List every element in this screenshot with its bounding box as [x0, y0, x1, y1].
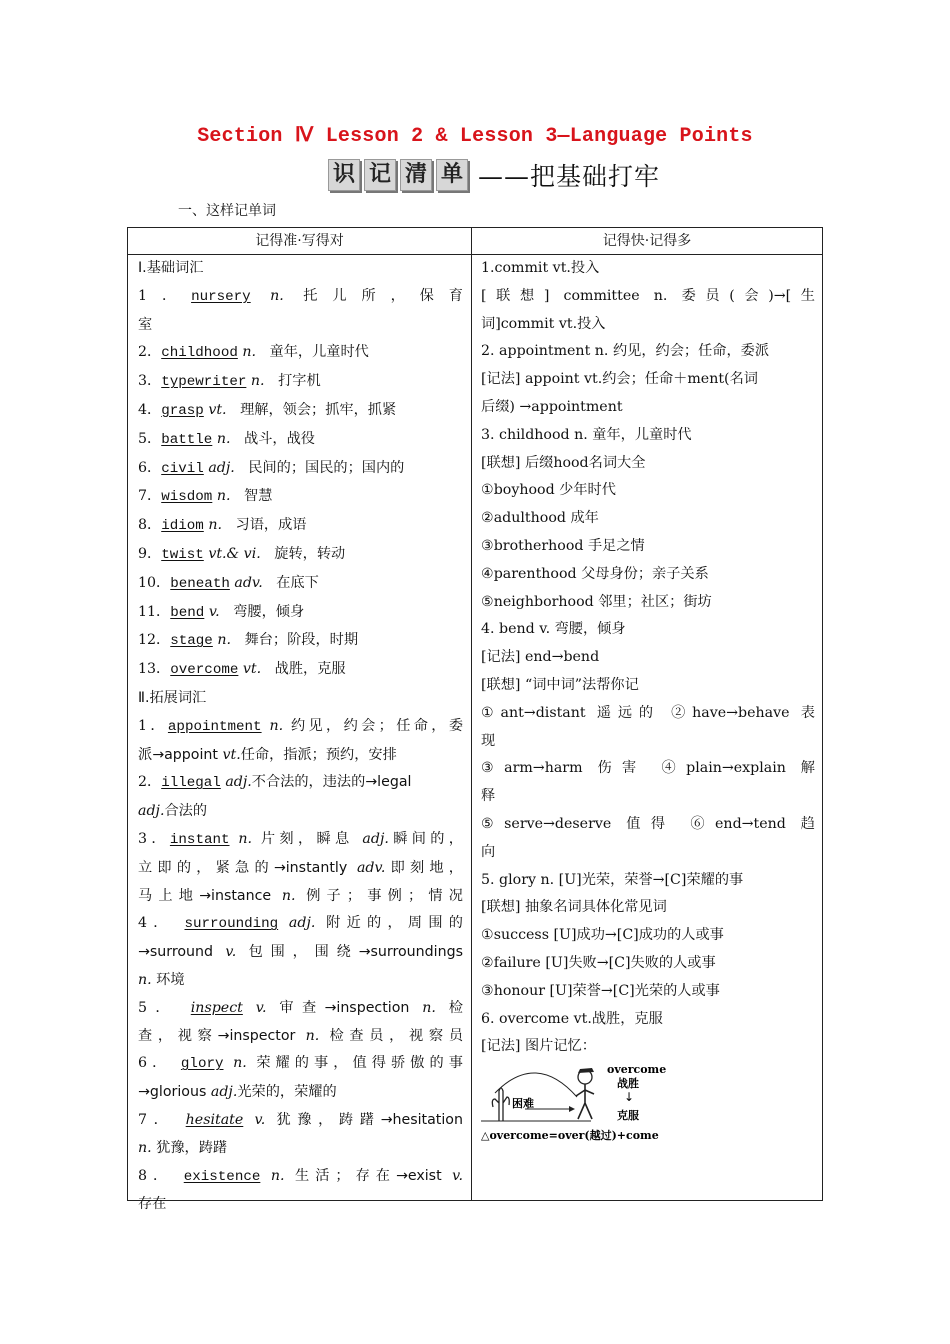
note-line: 词]commit vt.投入	[481, 315, 606, 332]
person-cap-icon	[578, 1068, 594, 1073]
list-item: 6． glory n. 荣耀的事，值得骄傲的事	[138, 1055, 463, 1073]
down-arrow: ↓	[624, 1090, 635, 1105]
list-item: 1．appointment n. 约见，约会；任命，委	[138, 717, 464, 735]
win-label: 战胜	[617, 1077, 639, 1091]
note-line: ③arm→harm 伤害 ④plain→explain 解	[481, 760, 815, 777]
note-line: ①success [U]成功→[C]成功的人或事	[481, 927, 724, 944]
note-line: 后缀) →appointment	[481, 398, 623, 415]
header-left: 记得准·写得对	[255, 233, 344, 249]
list-item: 10．beneath adv. 在底下	[138, 574, 319, 592]
person-body-icon	[576, 1084, 594, 1119]
note-line: ①boyhood 少年时代	[481, 482, 616, 499]
overcome-illustration-svg	[481, 1063, 681, 1153]
list-item: 8． existence n. 生活；存在→exist v.	[138, 1167, 463, 1185]
list-item-cont: 派→appoint vt.任命，指派；预约，安排	[138, 746, 397, 763]
list-item: 6．civil adj. 民间的；国民的；国内的	[138, 459, 405, 477]
list-item: 8．idiom n. 习语，成语	[138, 517, 307, 535]
note-line: 4. bend v. 弯腰，倾身	[481, 621, 626, 638]
note-line: ②failure [U]失败→[C]失败的人或事	[481, 954, 716, 971]
list-item: 7．wisdom n. 智慧	[138, 488, 273, 506]
header-right: 记得快·记得多	[602, 233, 692, 249]
note-line: 1.commit vt.投入	[481, 260, 600, 276]
boxed-char: 识	[328, 159, 360, 191]
note-line: ⑤serve→deserve 值得 ⑥end→tend 趋	[481, 815, 815, 832]
difficulty-label: 困难	[512, 1097, 534, 1111]
list-item-cont: →surround v. 包围，围绕→surroundings	[138, 944, 463, 961]
jump-arc	[495, 1073, 577, 1097]
boxed-heading	[328, 159, 472, 191]
list-item: 4．grasp vt. 理解，领会；抓牢，抓紧	[138, 401, 397, 419]
right-column	[481, 255, 815, 1153]
list-item-cont: n. 犹豫，踌躇	[138, 1139, 228, 1156]
note-line: [记法] 图片记忆：	[481, 1038, 596, 1055]
list-item: 9．twist vt.& vi. 旋转，转动	[138, 545, 346, 563]
boxed-char: 单	[436, 159, 468, 191]
note-line: 6. overcome vt.战胜，克服	[481, 1010, 663, 1027]
list-item: 2．illegal adj.不合法的，违法的→legal	[138, 774, 412, 792]
note-line: ①ant→distant 遥远的 ②have→behave 表	[481, 704, 815, 721]
overcome-label: overcome	[607, 1063, 667, 1077]
note-line: [联想] 后缀hood名词大全	[481, 454, 646, 471]
section-label: 一、这样记单词	[178, 203, 276, 219]
list-item: 3．typewriter n. 打字机	[138, 373, 321, 391]
list-item-cont: 存在	[138, 1196, 167, 1213]
list-item: 11．bend v. 弯腰，倾身	[138, 603, 305, 621]
page-title: Section Ⅳ Lesson 2 & Lesson 3—Language Points	[197, 125, 753, 148]
boxed-char: 清	[400, 159, 432, 191]
page-subtitle	[328, 158, 660, 192]
list-item-cont: 查，视察→inspector n. 检查员，视察员	[138, 1027, 464, 1044]
obstacle-icon	[492, 1088, 509, 1121]
note-line: ③honour [U]荣誉→[C]光荣的人或事	[481, 982, 720, 999]
list-item-cont: 马上地→instance n. 例子；事例；情况	[138, 887, 463, 904]
note-line: 3. childhood n. 童年，儿童时代	[481, 426, 692, 443]
note-line: ②adulthood 成年	[481, 510, 599, 527]
list-item-cont: adj.合法的	[138, 803, 208, 820]
column-divider	[471, 228, 472, 1200]
note-line: 5. glory n. [U]光荣，荣誉→[C]荣耀的事	[481, 871, 744, 888]
vocab-table	[127, 227, 823, 1213]
forward-arrowhead	[569, 1106, 575, 1112]
list-item-cont: n. 环境	[138, 971, 185, 988]
basic-vocab-heading: Ⅰ.基础词汇	[138, 260, 204, 276]
list-item: 3．instant n. 片刻，瞬息 adj.瞬间的，	[138, 830, 463, 848]
note-line: [联想] committee n. 委员(会)→[生	[481, 287, 815, 304]
note-line: [记法] appoint vt.约会；任命＋ment(名词	[481, 371, 758, 388]
list-item: 7． hesitate v. 犹豫，踌躇→hesitation	[138, 1111, 463, 1128]
list-item: 5． inspect v. 审查→inspection n. 检	[138, 999, 463, 1016]
note-line: ③brotherhood 手足之情	[481, 537, 645, 554]
note-line: 现	[481, 732, 496, 749]
list-item: 12．stage n. 舞台；阶段，时期	[138, 632, 359, 650]
list-item: 4． surrounding adj. 附近的，周围的	[138, 915, 463, 933]
boxed-char: 记	[364, 159, 396, 191]
list-item: 2．childhood n. 童年，儿童时代	[138, 344, 369, 362]
list-item-cont: 室	[138, 316, 153, 333]
overcome-caption: △overcome=over(越过)+come	[481, 1129, 659, 1143]
note-line: [记法] end→bend	[481, 649, 600, 666]
overcome-illustration	[481, 1063, 681, 1153]
table-header-row	[128, 228, 822, 255]
conquer-label: 克服	[617, 1109, 639, 1123]
note-line: 释	[481, 788, 496, 805]
note-line: ④parenthood 父母身份；亲子关系	[481, 565, 709, 582]
subtitle-text: ——把基础打牢	[478, 162, 661, 191]
note-line: 向	[481, 843, 496, 860]
list-item: 13．overcome vt. 战胜，克服	[138, 661, 346, 679]
list-item: 1．nursery n. 托儿所，保育	[138, 287, 463, 305]
list-item-cont: 立即的，紧急的→instantly adv.即刻地，	[138, 859, 463, 876]
note-line: 2. appointment n. 约见，约会；任命，委派	[481, 343, 770, 360]
note-line: [联想] 抽象名词具体化常见词	[481, 899, 667, 916]
note-line: [联想] “词中词”法帮你记	[481, 676, 639, 693]
list-item-cont: →glorious adj.光荣的，荣耀的	[138, 1084, 337, 1101]
note-line: ⑤neighborhood 邻里；社区；街坊	[481, 593, 712, 610]
left-column	[138, 255, 463, 1219]
list-item: 5．battle n. 战斗，战役	[138, 430, 315, 448]
extended-vocab-heading: Ⅱ.拓展词汇	[138, 689, 207, 706]
